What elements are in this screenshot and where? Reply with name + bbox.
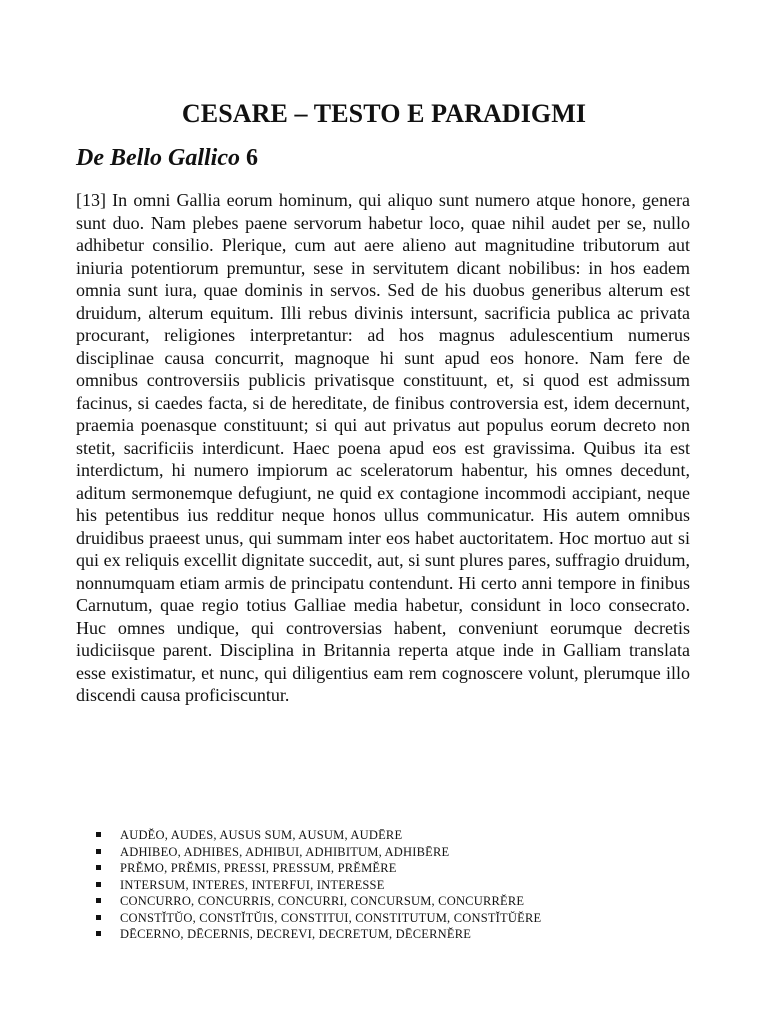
bullet-icon: [96, 832, 101, 837]
paradigm-text: ADHIBEO, ADHIBES, ADHIBUI, ADHIBITUM, ADHIBĒRE: [120, 844, 450, 859]
page-subtitle: [76, 145, 258, 172]
paradigm-text: PRĔMO, PRĔMIS, PRESSI, PRESSUM, PRĔMĔRE: [120, 861, 397, 875]
bullet-icon: [96, 865, 101, 870]
bullet-icon: [96, 898, 101, 903]
paradigm-text: INTERSUM, INTERES, INTERFUI, INTERESSE: [120, 877, 385, 892]
book-number: 6: [245, 145, 258, 171]
bullet-icon: [96, 931, 101, 936]
paradigm-item: [96, 860, 541, 877]
paradigm-text: CONSTĬTŬO, CONSTĬTŬIS, CONSTITUI, CONSTITUTUM, CONSTĬTŬĔRE: [120, 910, 542, 925]
paradigm-text: AUDĔO, AUDES, AUSUS SUM, AUSUM, AUDĒRE: [120, 828, 403, 842]
bullet-icon: [96, 882, 101, 887]
page-title: CESARE – TESTO E PARADIGMI: [181, 99, 587, 128]
paradigm-item: [96, 893, 541, 910]
paradigm-item: [96, 926, 541, 943]
latin-passage: [13] In omni Gallia eorum hominum, qui aliquo sunt numero atque honore, genera sunt duo. Nam plebes paene servorum habetur loco, quae nihil audet per se, nullo adhibetur consilio. Plerique, cum aut aere alieno aut magnitudine tributorum aut iniuria potentiorum premuntur, sese in servitutem dicant nobilibus: in hos eadem omnia sunt iura, quae dominis in servos. Sed de his duobus generibus alterum est druidum, alterum equitum. Illi rebus divinis intersunt, sacrificia publica ac privata procurant, religiones interpretantur: ad hos magnus adulescentium numerus disciplinae causa concurrit, magnoque hi sunt apud eos honore. Nam fere de omnibus controversiis publicis privatisque constituunt, et, si quod est admissum facinus, si caedes facta, si de hereditate, de finibus controversia est, idem decernunt, praemia poenasque constituunt; si qui aut privatus aut populus eorum decreto non stetit, sacrificiis interdicunt. Haec poena apud eos est gravissima. Quibus ita est interdictum, hi numero impiorum ac sceleratorum habentur, his omnes decedunt, aditum sermonemque defugiunt, ne quid ex contagione incommodi accipiant, neque his petentibus ius redditur neque honos ullus communicatur. His autem omnibus druidibus praeest unus, qui summam inter eos habet auctoritatem. Hoc mortuo aut si qui ex reliquis excellit dignitate succedit, aut, si sunt plures pares, suffragio druidum, nonnumquam etiam armis de principatu contendunt. Hi certo anni tempore in finibus Carnutum, quae regio totius Galliae media habetur, considunt in loco consecrato. Huc omnes undique, qui controversias habent, conveniunt eorumque decretis iudiciisque parent. Disciplina in Britannia reperta atque inde in Galliam translata esse existimatur, et nunc, qui diligentius eam rem cognoscere volunt, plerumque illo discendi causa proficiscuntur.: [76, 190, 690, 705]
paradigm-item: [96, 827, 541, 844]
bullet-icon: [96, 915, 101, 920]
paradigm-text: CONCURRO, CONCURRIS, CONCURRI, CONCURSUM, CONCURRĔRE: [120, 894, 525, 908]
paradigm-text: DĒCERNO, DĒCERNIS, DECREVI, DECRETUM, DĒCERNĔRE: [120, 927, 472, 941]
paradigm-item: [96, 844, 541, 861]
verb-paradigms-list: [96, 827, 541, 943]
paradigm-item: [96, 910, 541, 927]
paradigm-item: [96, 877, 541, 894]
work-title: De Bello Gallico: [76, 145, 240, 171]
bullet-icon: [96, 849, 101, 854]
